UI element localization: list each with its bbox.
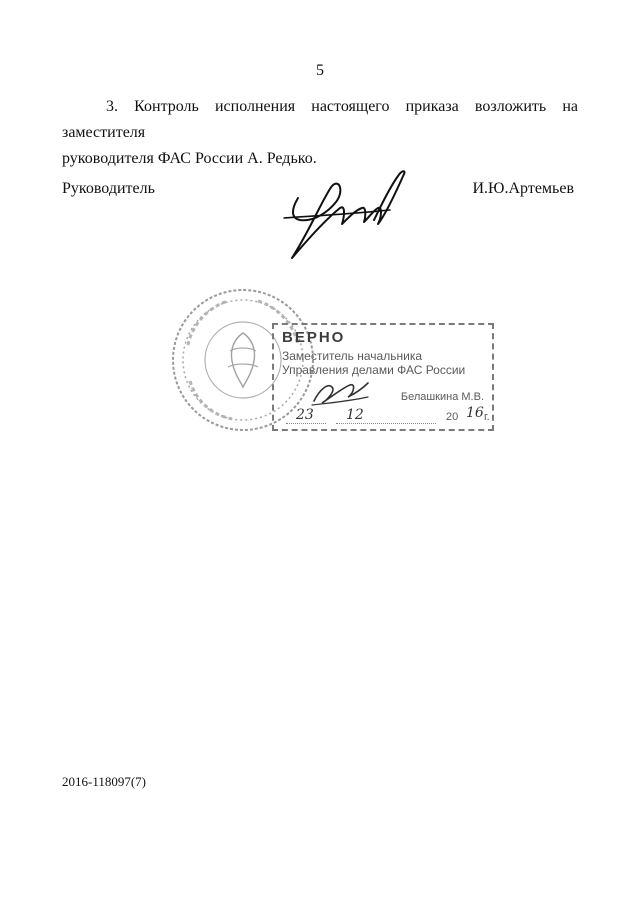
- stamp-date-underline-month: [336, 423, 436, 424]
- stamp-heading: ВЕРНО: [282, 329, 346, 346]
- stamp-date-day: 23: [296, 407, 314, 423]
- signer-name: И.Ю.Артемьев: [472, 180, 574, 197]
- stamp-date-month: 12: [346, 407, 364, 423]
- paragraph-line-1: 3. Контроль исполнения настоящего приказа возложить на заместителя: [62, 98, 578, 141]
- stamp-date-underline-day: [286, 423, 326, 424]
- stamp-date-year-mark: г.: [484, 411, 490, 423]
- stamp-position-line-2: Управления делами ФАС России: [282, 363, 466, 377]
- stamp-date-year-suffix: 16: [466, 405, 484, 421]
- document-code: 2016-118097(7): [62, 774, 147, 789]
- stamp-date-year-prefix: 20: [446, 411, 459, 423]
- certification-stamp: [272, 323, 494, 431]
- paragraph-line-2: руководителя ФАС России А. Редько.: [62, 150, 317, 167]
- stamp-person: Белашкина М.В.: [400, 391, 484, 403]
- stamp-signature: [310, 375, 370, 409]
- signer-title: Руководитель: [62, 180, 155, 197]
- handwritten-signature: [270, 160, 420, 265]
- stamp-position-line-1: Заместитель начальника: [282, 349, 423, 363]
- page-number: 5: [316, 62, 324, 79]
